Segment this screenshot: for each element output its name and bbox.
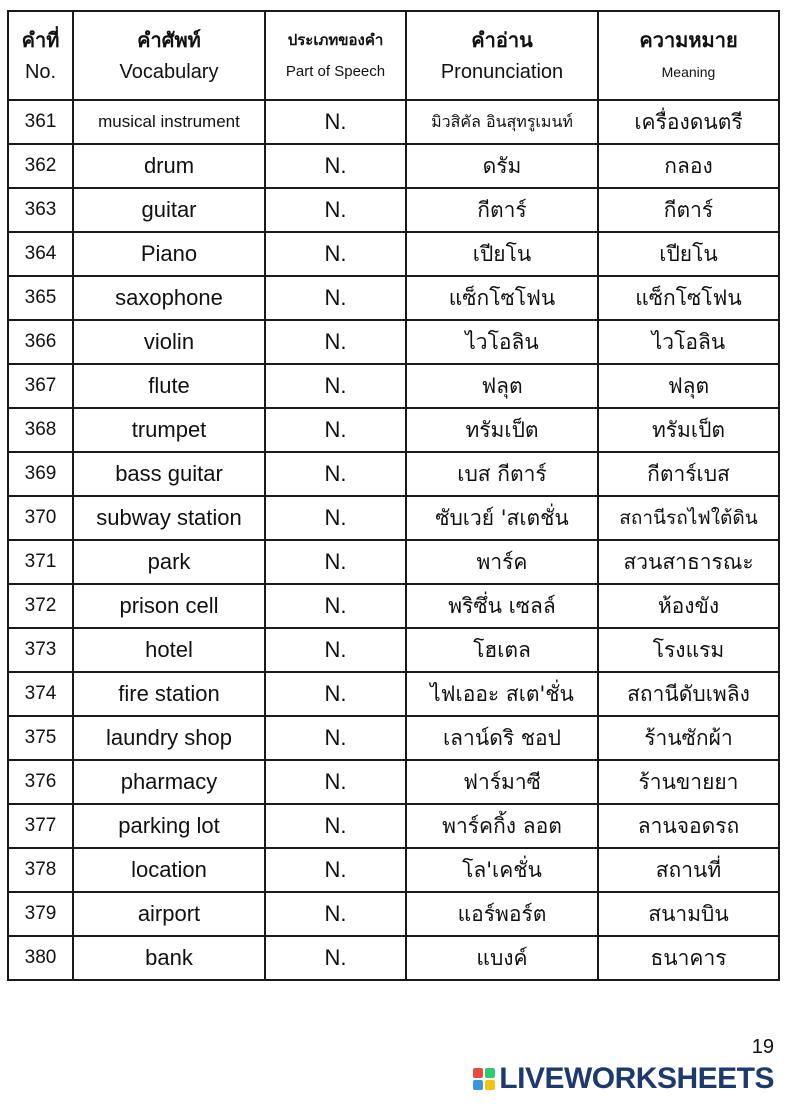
cell-part-of-speech: N. <box>265 144 406 188</box>
cell-pronunciation: เบส กีตาร์ <box>406 452 598 496</box>
cell-number: 380 <box>8 936 73 980</box>
cell-part-of-speech: N. <box>265 188 406 232</box>
cell-part-of-speech: N. <box>265 584 406 628</box>
header-vocabulary-en: Vocabulary <box>119 60 219 83</box>
cell-number: 376 <box>8 760 73 804</box>
cell-pronunciation: ดรัม <box>406 144 598 188</box>
cell-number: 377 <box>8 804 73 848</box>
table-row <box>8 232 779 276</box>
cell-number: 372 <box>8 584 73 628</box>
cell-number: 375 <box>8 716 73 760</box>
cell-vocabulary: hotel <box>73 628 265 672</box>
table-row <box>8 892 779 936</box>
table-header-row <box>8 11 779 100</box>
cell-meaning: แซ็กโซโฟน <box>598 276 779 320</box>
cell-meaning: เครื่องดนตรี <box>598 100 779 144</box>
cell-meaning: ลานจอดรถ <box>598 804 779 848</box>
cell-meaning: ร้านขายยา <box>598 760 779 804</box>
cell-meaning: ทรัมเป็ต <box>598 408 779 452</box>
cell-number: 371 <box>8 540 73 584</box>
logo-square-1 <box>473 1068 483 1078</box>
cell-vocabulary: airport <box>73 892 265 936</box>
cell-part-of-speech: N. <box>265 716 406 760</box>
cell-number: 367 <box>8 364 73 408</box>
cell-vocabulary: drum <box>73 144 265 188</box>
cell-meaning: ฟลุต <box>598 364 779 408</box>
table-row <box>8 408 779 452</box>
cell-part-of-speech: N. <box>265 760 406 804</box>
cell-meaning: สถานีดับเพลิง <box>598 672 779 716</box>
header-number-en: No. <box>24 60 57 83</box>
cell-meaning: ห้องขัง <box>598 584 779 628</box>
table-row <box>8 100 779 144</box>
cell-vocabulary: location <box>73 848 265 892</box>
cell-vocabulary: guitar <box>73 188 265 232</box>
cell-number: 363 <box>8 188 73 232</box>
table-row <box>8 760 779 804</box>
cell-number: 373 <box>8 628 73 672</box>
header-pronunciation-en: Pronunciation <box>440 60 564 83</box>
cell-meaning: กีตาร์ <box>598 188 779 232</box>
cell-number: 368 <box>8 408 73 452</box>
cell-pronunciation: พาร์คกิ้ง ลอต <box>406 804 598 848</box>
logo-square-4 <box>485 1080 495 1090</box>
cell-pronunciation: ทรัมเป็ต <box>406 408 598 452</box>
cell-vocabulary: flute <box>73 364 265 408</box>
cell-number: 365 <box>8 276 73 320</box>
liveworksheets-logo-icon <box>473 1068 495 1090</box>
cell-pronunciation: แบงค์ <box>406 936 598 980</box>
header-number-th: คำที่ <box>21 27 60 52</box>
cell-pronunciation: โฮเตล <box>406 628 598 672</box>
cell-vocabulary: trumpet <box>73 408 265 452</box>
cell-pronunciation: เลาน์ดริ ชอป <box>406 716 598 760</box>
table-row <box>8 276 779 320</box>
cell-part-of-speech: N. <box>265 540 406 584</box>
table-row <box>8 496 779 540</box>
cell-part-of-speech: N. <box>265 892 406 936</box>
cell-part-of-speech: N. <box>265 452 406 496</box>
logo-square-3 <box>473 1080 483 1090</box>
cell-pronunciation: ฟาร์มาซี <box>406 760 598 804</box>
table-row <box>8 364 779 408</box>
table-row <box>8 188 779 232</box>
cell-meaning: กีตาร์เบส <box>598 452 779 496</box>
cell-vocabulary: musical instrument <box>73 100 265 144</box>
table-row <box>8 936 779 980</box>
cell-number: 379 <box>8 892 73 936</box>
cell-vocabulary: park <box>73 540 265 584</box>
cell-pronunciation: มิวสิคัล อินสุทรูเมนท์ <box>406 100 598 144</box>
cell-number: 366 <box>8 320 73 364</box>
header-part-of-speech <box>265 11 406 100</box>
table-row <box>8 540 779 584</box>
cell-vocabulary: parking lot <box>73 804 265 848</box>
brand-name: LIVEWORKSHEETS <box>499 1062 774 1095</box>
header-pronunciation-th: คำอ่าน <box>471 27 533 52</box>
page-number: 19 <box>751 1036 774 1058</box>
header-number <box>8 11 73 100</box>
table-row <box>8 848 779 892</box>
cell-number: 364 <box>8 232 73 276</box>
cell-part-of-speech: N. <box>265 804 406 848</box>
table-row <box>8 452 779 496</box>
cell-number: 374 <box>8 672 73 716</box>
table-body <box>8 100 779 980</box>
table-row <box>8 584 779 628</box>
header-meaning <box>598 11 779 100</box>
cell-vocabulary: subway station <box>73 496 265 540</box>
cell-pronunciation: ไวโอลิน <box>406 320 598 364</box>
cell-vocabulary: Piano <box>73 232 265 276</box>
cell-meaning: สถานที่ <box>598 848 779 892</box>
cell-pronunciation: กีตาร์ <box>406 188 598 232</box>
table-row <box>8 716 779 760</box>
cell-part-of-speech: N. <box>265 628 406 672</box>
header-vocabulary-th: คำศัพท์ <box>137 27 201 52</box>
header-meaning-en: Meaning <box>661 63 716 80</box>
cell-part-of-speech: N. <box>265 672 406 716</box>
cell-part-of-speech: N. <box>265 276 406 320</box>
header-meaning-th: ความหมาย <box>639 27 738 52</box>
cell-meaning: สวนสาธารณะ <box>598 540 779 584</box>
cell-vocabulary: bass guitar <box>73 452 265 496</box>
cell-pronunciation: ซับเวย์ 'สเตชั่น <box>406 496 598 540</box>
cell-number: 369 <box>8 452 73 496</box>
cell-vocabulary: bank <box>73 936 265 980</box>
cell-vocabulary: laundry shop <box>73 716 265 760</box>
cell-number: 370 <box>8 496 73 540</box>
cell-pronunciation: แซ็กโซโฟน <box>406 276 598 320</box>
vocabulary-table <box>7 10 780 981</box>
cell-pronunciation: พริซึ่น เซลล์ <box>406 584 598 628</box>
cell-pronunciation: ไฟเออะ สเต'ชั่น <box>406 672 598 716</box>
cell-vocabulary: saxophone <box>73 276 265 320</box>
cell-number: 361 <box>8 100 73 144</box>
cell-vocabulary: fire station <box>73 672 265 716</box>
cell-number: 378 <box>8 848 73 892</box>
cell-meaning: โรงแรม <box>598 628 779 672</box>
cell-meaning: ธนาคาร <box>598 936 779 980</box>
liveworksheets-brand <box>473 1062 774 1096</box>
cell-part-of-speech: N. <box>265 408 406 452</box>
cell-number: 362 <box>8 144 73 188</box>
table-row <box>8 320 779 364</box>
cell-vocabulary: violin <box>73 320 265 364</box>
cell-pronunciation: ฟลุต <box>406 364 598 408</box>
cell-part-of-speech: N. <box>265 320 406 364</box>
cell-part-of-speech: N. <box>265 100 406 144</box>
cell-meaning: สถานีรถไฟใต้ดิน <box>598 496 779 540</box>
header-pronunciation <box>406 11 598 100</box>
cell-part-of-speech: N. <box>265 496 406 540</box>
cell-part-of-speech: N. <box>265 364 406 408</box>
cell-vocabulary: prison cell <box>73 584 265 628</box>
cell-part-of-speech: N. <box>265 936 406 980</box>
header-pos-th: ประเภทของคำ <box>287 30 384 49</box>
cell-part-of-speech: N. <box>265 232 406 276</box>
header-vocabulary <box>73 11 265 100</box>
cell-meaning: สนามบิน <box>598 892 779 936</box>
cell-part-of-speech: N. <box>265 848 406 892</box>
cell-pronunciation: แอร์พอร์ต <box>406 892 598 936</box>
cell-vocabulary: pharmacy <box>73 760 265 804</box>
table-row <box>8 804 779 848</box>
cell-pronunciation: พาร์ค <box>406 540 598 584</box>
logo-square-2 <box>485 1068 495 1078</box>
cell-meaning: ร้านซักผ้า <box>598 716 779 760</box>
cell-meaning: ไวโอลิน <box>598 320 779 364</box>
cell-pronunciation: โล'เคชั่น <box>406 848 598 892</box>
cell-meaning: เปียโน <box>598 232 779 276</box>
table-row <box>8 144 779 188</box>
cell-meaning: กลอง <box>598 144 779 188</box>
header-pos-en: Part of Speech <box>285 62 386 80</box>
cell-pronunciation: เปียโน <box>406 232 598 276</box>
table-row <box>8 672 779 716</box>
table-row <box>8 628 779 672</box>
